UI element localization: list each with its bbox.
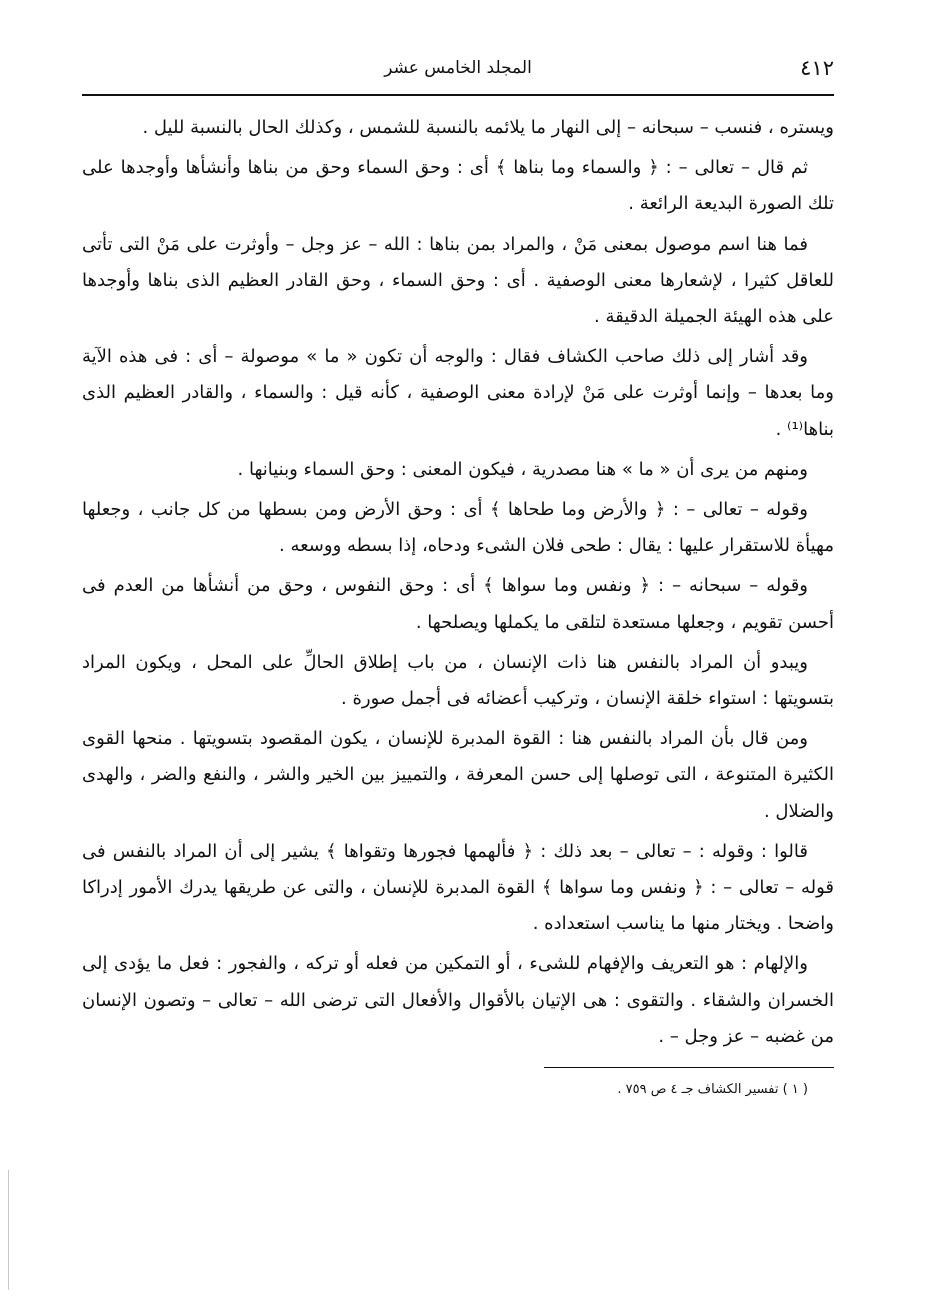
paragraph: وقوله – تعالى – : ﴿ والأرض وما طحاها ﴾ أى : وحق الأرض ومن بسطها من كل جانب ، وجعلها مهيأة للاستقرار عليها : يقال : طحى فلان الشىء ودحاه، إذا بسطه ووسعه . [82, 499, 834, 557]
scan-edge-line [8, 1170, 9, 1290]
body-text [82, 110, 834, 1055]
running-head: المجلد الخامس عشر [384, 58, 532, 78]
paragraph: ويستره ، فنسب – سبحانه – إلى النهار ما يلائمه بالنسبة للشمس ، وكذلك الحال بالنسبة لليل . [142, 117, 834, 138]
page-number: ٤١٢ [800, 56, 834, 80]
paragraph: فما هنا اسم موصول بمعنى مَنْ ، والمراد بمن بناها : الله – عز وجل – وأوثرت على مَنْ التى تأتى للعاقل كثيرا ، لإشعارها معنى الوصفية . أى : وحق السماء ، وحق القادر العظيم الذى بناها وأوجدها على هذه الهيئة الجميلة الدقيقة . [82, 233, 834, 328]
book-page [82, 50, 834, 1100]
paragraph: وقد أشار إلى ذلك صاحب الكشاف فقال : والوجه أن تكون « ما » موصولة – أى : فى هذه الآية وما بعدها – وإنما أوثرت على مَنْ لإرادة معنى الوصفية ، كأنه قيل : والسماء ، والقادر العظيم الذى بناها⁽¹⁾ . [82, 346, 834, 440]
paragraph: وقوله – سبحانه – : ﴿ ونفس وما سواها ﴾ أى : وحق النفوس ، وحق من أنشأها من العدم فى أحسن تقويم ، وجعلها مستعدة لتلقى ما يكملها ويصلحها . [82, 575, 834, 633]
footnote-rule [544, 1067, 834, 1068]
paragraph: ويبدو أن المراد بالنفس هنا ذات الإنسان ، من باب إطلاق الحالِّ على المحل ، ويكون المراد بتسويتها : استواء خلقة الإنسان ، وتركيب أعضائه فى أجمل صورة . [82, 651, 834, 710]
paragraph: ومنهم من يرى أن « ما » هنا مصدرية ، فيكون المعنى : وحق السماء وبنيانها . [237, 458, 808, 480]
paragraph: ثم قال – تعالى – : ﴿ والسماء وما بناها ﴾ أى : وحق السماء وحق من بناها وأنشأها وأوجدها على تلك الصورة البديعة الرائعة . [82, 157, 834, 215]
paragraph: قالوا : وقوله : – تعالى – بعد ذلك : ﴿ فألهمها فجورها وتقواها ﴾ يشير إلى أن المراد بالنفس فى قوله – تعالى – : ﴿ ونفس وما سواها ﴾ القوة المدبرة للإنسان ، والتى عن طريقها يدرك الأمور إدراكا واضحا . ويختار منها ما يناسب استعداده . [82, 840, 834, 935]
paragraph: ومن قال بأن المراد بالنفس هنا : القوة المدبرة للإنسان ، يكون المقصود بتسويتها . منحها القوى الكثيرة المتنوعة ، التى توصلها إلى حسن المعرفة ، والتمييز بين الخير والشر ، والنفع والضر ، والهدى والضلال . [82, 728, 834, 822]
header-rule [82, 94, 834, 96]
footnote: ( ١ ) تفسير الكشاف جـ ٤ ص ٧٥٩ . [617, 1082, 808, 1098]
paragraph: والإلهام : هو التعريف والإفهام للشىء ، أو التمكين من فعله أو تركه ، والفجور : فعل ما يؤدى إلى الخسران والشقاء . والتقوى : هى الإتيان بالأقوال والأفعال التى ترضى الله – تعالى – وتصون الإنسان من غضبه – عز وجل – . [82, 953, 834, 1047]
page-header [82, 50, 834, 86]
